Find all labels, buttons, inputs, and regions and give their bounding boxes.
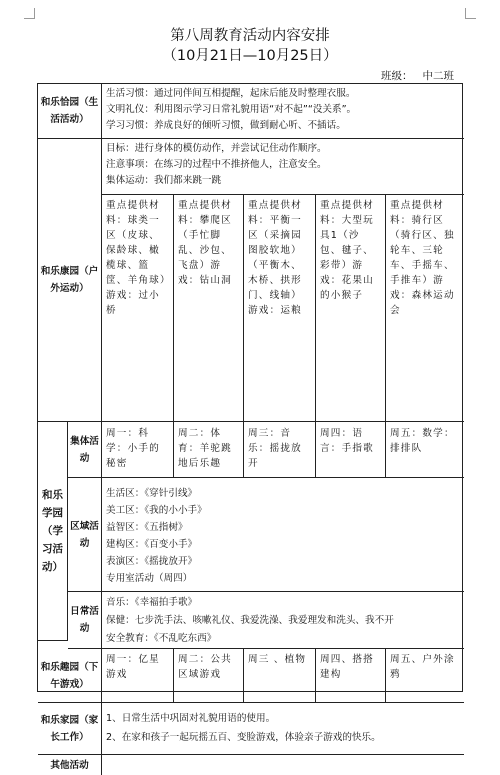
health-line: 注意事项：在练习的过程中不推挤他人，注意安全。	[106, 159, 327, 170]
zone-line: 益智区：《五指树》	[106, 522, 188, 533]
daily-line: 安全教育：《不乱吃东西》	[106, 633, 217, 644]
section-header-other: 其他活动	[38, 755, 102, 775]
group-day-wed: 周三：音乐：摇拢放开	[244, 422, 316, 478]
group-day-thu: 周四：语言：手指歌	[316, 422, 386, 478]
section-header-study: 和乐学园（学习活动）	[38, 422, 68, 641]
zone-line: 美工区：《我的小小手》	[106, 505, 207, 516]
section-header-life: 和乐恰园（生活活动）	[38, 84, 102, 139]
section-header-family: 和乐家园（家长工作）	[38, 703, 102, 755]
outdoor-area-5: 重点提供材料：骑行区（骑行区、独轮车、三轮车、手摇车、手推车）游戏：森林运动会	[386, 195, 464, 422]
play-day-thu: 周四、搭搭建构	[316, 649, 386, 703]
other-content	[102, 755, 464, 775]
group-day-tue: 周二：体育：羊驼跳地后乐趣	[174, 422, 244, 478]
zone-line: 建构区：《百变小手》	[106, 539, 198, 550]
health-line: 集体运动：我们都来跳一跳	[106, 175, 222, 186]
outdoor-area-3: 重点提供材料：平衡一区（采摘园图胶软地）（平衡木、木桥、拱形门、线轴）游戏：运粮	[244, 195, 316, 422]
zone-activity-label: 区域活动	[68, 478, 102, 592]
daily-activity-label: 日常活动	[68, 592, 102, 649]
class-info	[381, 68, 454, 83]
life-line: 学习习惯：养成良好的倾听习惯，做到耐心听、不插话。	[106, 120, 346, 131]
group-day-fri: 周五：数学：排排队	[386, 422, 464, 478]
family-line: 2、在家和孩子一起玩摇五百、变脸游戏，体验亲子游戏的快乐。	[106, 732, 381, 743]
life-content	[102, 84, 464, 139]
section-header-play: 和乐趣园（下午游戏）	[38, 649, 102, 703]
zone-line: 生活区：《穿针引线》	[106, 488, 198, 499]
outdoor-area-2: 重点提供材料：攀爬区（手忙脚乱、沙包、飞盘）游戏：钻山洞	[174, 195, 244, 422]
page-corner-mark	[465, 8, 476, 19]
page-corner-mark	[24, 8, 35, 19]
section-header-health: 和乐康园（户外运动）	[38, 139, 102, 422]
date-range: （10月21日—10月25日）	[162, 48, 338, 64]
play-day-fri: 周五、户外涂鸦	[386, 649, 464, 703]
play-day-wed: 周三 、植物	[244, 649, 316, 703]
daily-activity-content	[102, 592, 464, 649]
family-content	[102, 703, 464, 755]
zone-activity-content	[102, 478, 464, 592]
life-line: 生活习惯：通过同伴间互相提醒，起床后能及时整理衣服。	[106, 88, 356, 99]
play-day-tue: 周二：公共区域游戏	[174, 649, 244, 703]
play-day-mon: 周一：亿星游戏	[102, 649, 174, 703]
group-day-mon: 周一：科学：小手的秘密	[102, 422, 174, 478]
class-value: 中二班	[422, 70, 454, 82]
family-line: 1、日常生活中巩固对礼貌用语的使用。	[106, 713, 276, 724]
daily-line: 音乐：《幸福拍手歌》	[106, 597, 198, 608]
health-goals	[102, 139, 464, 195]
outdoor-area-1: 重点提供材料：球类一区（皮球、保龄球、橄榄球、篮筐、羊角球）游戏：过小桥	[102, 195, 174, 422]
daily-line: 保健：七步洗手法、咳嗽礼仪、我爱洗澡、我爱理发和洗头、我不开	[106, 615, 394, 626]
life-line: 文明礼仪：利用图示学习日常礼貌用语“对不起”“没关系”。	[106, 104, 357, 115]
schedule-table	[37, 83, 463, 771]
document-title: 第八周教育活动内容安排	[170, 28, 330, 44]
health-line: 目标：进行身体的模仿动作，并尝试记住动作顺序。	[106, 143, 327, 154]
outdoor-area-4: 重点提供材料：大型玩具1（沙包、毽子、彩带）游戏：花果山的小猴子	[316, 195, 386, 422]
class-label: 班级：	[381, 70, 413, 82]
zone-line: 专用室活动（周四）	[106, 573, 193, 584]
zone-line: 表演区：《摇拢放开》	[106, 556, 198, 567]
group-activity-label: 集体活动	[68, 422, 102, 478]
